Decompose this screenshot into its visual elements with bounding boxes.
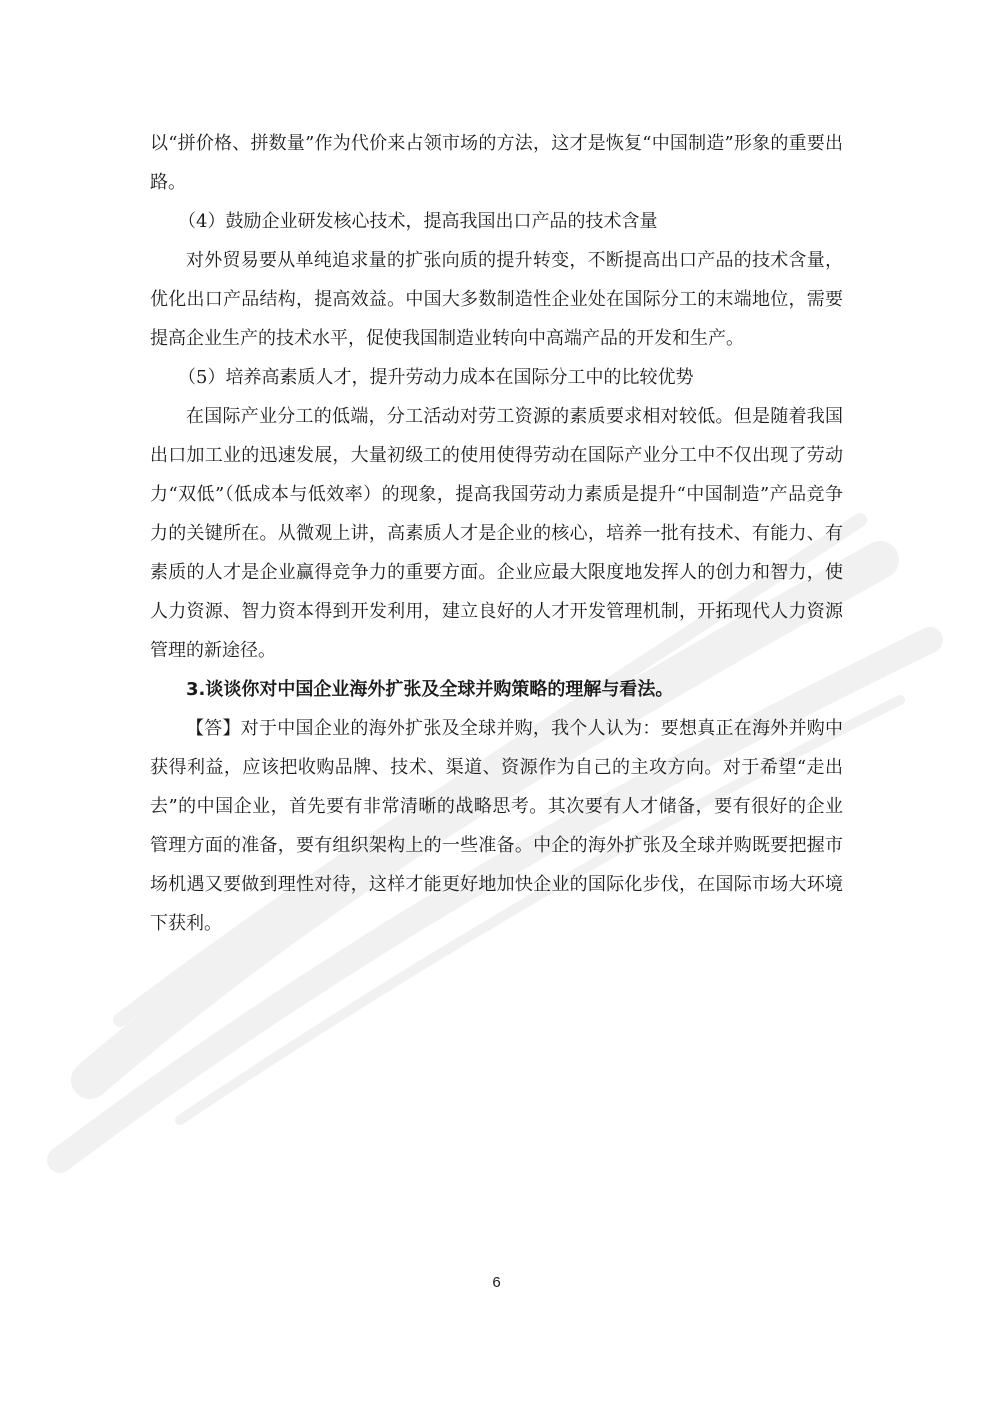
section-5-paragraph: 在国际产业分工的低端，分工活动对劳工资源的素质要求相对较低。但是随着我国出口加工业的迅速发展，大量初级工的使用使得劳动在国际产业分工中不仅出现了劳动力“双低”（低成本与低效率）的现象，提高我国劳动力素质是提升“中国制造”产品竞争力的关键所在。从微观上讲，高素质人才是企业的核心，培养一批有技术、有能力、有素质的人才是企业赢得竞争力的重要方面。企业应最大限度地发挥人的创力和智力，使人力资源、智力资本得到开发利用，建立良好的人才开发管理机制，开拓现代人力资源管理的新途径。 <box>150 406 843 661</box>
page-number: 6 <box>492 1274 501 1291</box>
answer-paragraph: 【答】对于中国企业的海外扩张及全球并购，我个人认为：要想真正在海外并购中获得利益，应该把收购品牌、技术、渠道、资源作为自己的主攻方向。对于希望“走出去”的中国企业，首先要有非常清晰的战略思考。其次要有人才储备，要有很好的企业管理方面的准备，要有组织架构上的一些准备。中企的海外扩张及全球并购既要把握市场机遇又要做到理性对待，这样才能更好地加快企业的国际化步伐，在国际市场大环境下获利。 <box>150 718 843 934</box>
document-body <box>150 124 843 943</box>
section-4-paragraph: 对外贸易要从单纯追求量的扩张向质的提升转变，不断提高出口产品的技术含量，优化出口产品结构，提高效益。中国大多数制造性企业处在国际分工的末端地位，需要提高企业生产的技术水平，促使我国制造业转向中高端产品的开发和生产。 <box>150 250 843 349</box>
question-3: 3.谈谈你对中国企业海外扩张及全球并购策略的理解与看法。 <box>186 679 674 700</box>
section-heading-5: （5）培养高素质人才，提升劳动力成本在国际分工中的比较优势 <box>178 367 694 388</box>
continuation-paragraph: 以“拼价格、拼数量”作为代价来占领市场的方法，这才是恢复“中国制造”形象的重要出路。 <box>150 133 843 193</box>
section-heading-4: （4）鼓励企业研发核心技术，提高我国出口产品的技术含量 <box>178 211 658 232</box>
